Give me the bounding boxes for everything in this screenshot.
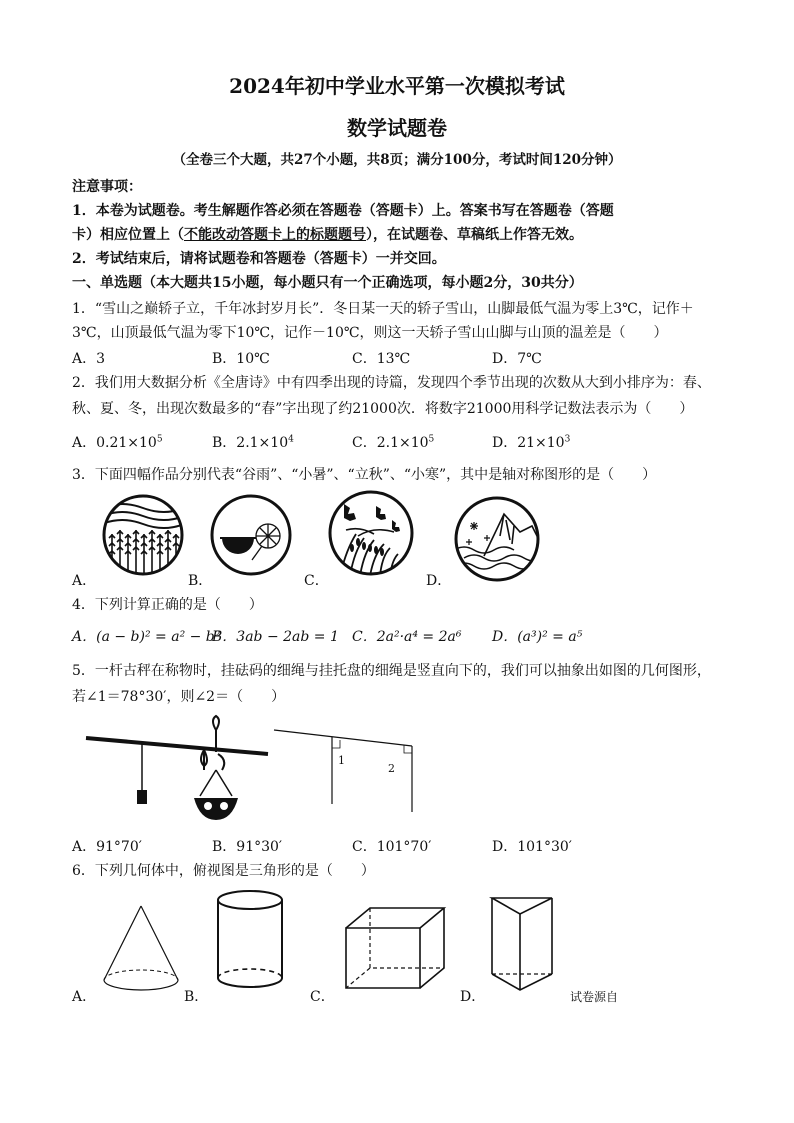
q5-option-a: A．91°70′ [72,839,142,855]
q4-option-b: B．3ab − 2ab = 1 [212,629,339,645]
q5-line-1: 5．一杆古秤在称物时，挂砝码的细绳与挂托盘的细绳是竖直向下的，我们可以抽象出如图的几何图形， [72,663,711,679]
q5-angle-label-1: 1 [338,754,345,767]
q5-option-d: D．101°30′ [492,839,572,855]
exam-subtitle: 数学试题卷 [347,116,447,140]
notice-heading: 注意事项： [72,179,142,195]
q6-cylinder-figure [214,888,286,992]
notice-item-2: 2．考试结束后，请将试题卷和答题卷（答题卡）一并交回。 [72,251,446,267]
q5-steelyard-figure [82,720,272,830]
q4-option-d: D．(a³)² = a⁵ [492,629,583,645]
q6-cone-figure [100,902,182,994]
q3-label-b: B． [188,573,213,589]
q3-figure-a [102,494,184,576]
q2-option-b [212,432,294,452]
notice-text: 卡）相应位置上（ [72,227,184,243]
q2-option-c-base: C．2.1×10 [352,435,429,451]
q1-line-2: 3℃，山顶最低气温为零下10℃，记作－10℃，则这一天轿子雪山山脚与山顶的温差是（ ） [72,325,668,341]
q1-option-a: A．3 [72,351,106,367]
q3-figure-d [454,496,540,582]
q6-label-c: C． [310,989,335,1005]
q3-label-c: C． [304,573,329,589]
q5-option-c: C．101°70′ [352,839,432,855]
q6-line-1: 6．下列几何体中，俯视图是三角形的是（ ） [72,863,375,879]
q3-figure-b [210,494,292,576]
q3-label-a: A． [72,573,97,589]
q2-option-b-exp: 4 [288,434,294,445]
q1-option-c: C．13℃ [352,351,411,367]
q2-line-1: 2．我们用大数据分析《全唐诗》中有四季出现的诗篇，发现四个季节出现的次数从大到小排序为：春、 [72,375,711,391]
notice-item-1-line-2 [72,224,583,244]
section-1-heading: 一、单选题（本大题共15小题，每小题只有一个正确选项，每小题2分，30共分） [72,275,583,291]
q2-option-c-exp: 5 [428,434,435,445]
q2-line-2: 秋、夏、冬，出现次数最多的“春”字出现了约21000次．将数字21000用科学记数法表示为（ ） [72,401,694,417]
q4-line-1: 4．下列计算正确的是（ ） [72,597,263,613]
q2-option-a [72,432,163,452]
watermark-text: 试卷源自 [570,990,619,1004]
notice-underlined-text: 不能改动答题卡上的标题题号 [184,227,366,243]
q2-option-a-base: A．0.21×10 [72,435,157,451]
q1-line-1: 1．“雪山之巅轿子立，千年冰封岁月长”．冬日某一天的轿子雪山，山脚最低气温为零上3℃，记作＋ [72,301,694,317]
q6-cuboid-figure [342,906,448,990]
q1-option-d: D．7℃ [492,351,542,367]
q2-option-b-base: B．2.1×10 [212,435,289,451]
q2-option-d-base: D．21×10 [492,435,565,451]
q5-line-2: 若∠1＝78°30′，则∠2＝（ ） [72,689,286,705]
q3-line-1: 3．下面四幅作品分别代表“谷雨”、“小暑”、“立秋”、“小寒”，其中是轴对称图形的是（ ） [72,467,657,483]
q5-geometry-figure [272,728,422,814]
q6-label-b: B． [184,989,209,1005]
q1-option-b: B．10℃ [212,351,270,367]
exam-info: （全卷三个大题，共27个小题，共8页；满分100分，考试时间120分钟） [172,152,622,168]
q3-label-d: D． [426,573,452,589]
q2-option-d-exp: 3 [564,434,571,445]
notice-text: ），在试题卷、草稿纸上作答无效。 [366,227,583,243]
exam-title: 2024年初中学业水平第一次模拟考试 [229,74,565,98]
q5-option-b: B．91°30′ [212,839,283,855]
q2-option-c [352,432,434,452]
q5-angle-label-2: 2 [388,762,395,775]
q4-option-c: C．2a²·a⁴ = 2a⁶ [352,629,462,645]
q4-option-a: A．(a − b)² = a² − b² [72,629,221,645]
q6-label-a: A． [72,989,97,1005]
notice-item-1-line-1: 1．本卷为试题卷。考生解题作答必须在答题卷（答题卡）上。答案书写在答题卷（答题 [72,203,614,219]
q3-figure-c [328,490,414,576]
q2-option-d [492,432,570,452]
q6-prism-figure [490,894,560,994]
q6-label-d: D． [460,989,486,1005]
q2-option-a-exp: 5 [156,434,163,445]
